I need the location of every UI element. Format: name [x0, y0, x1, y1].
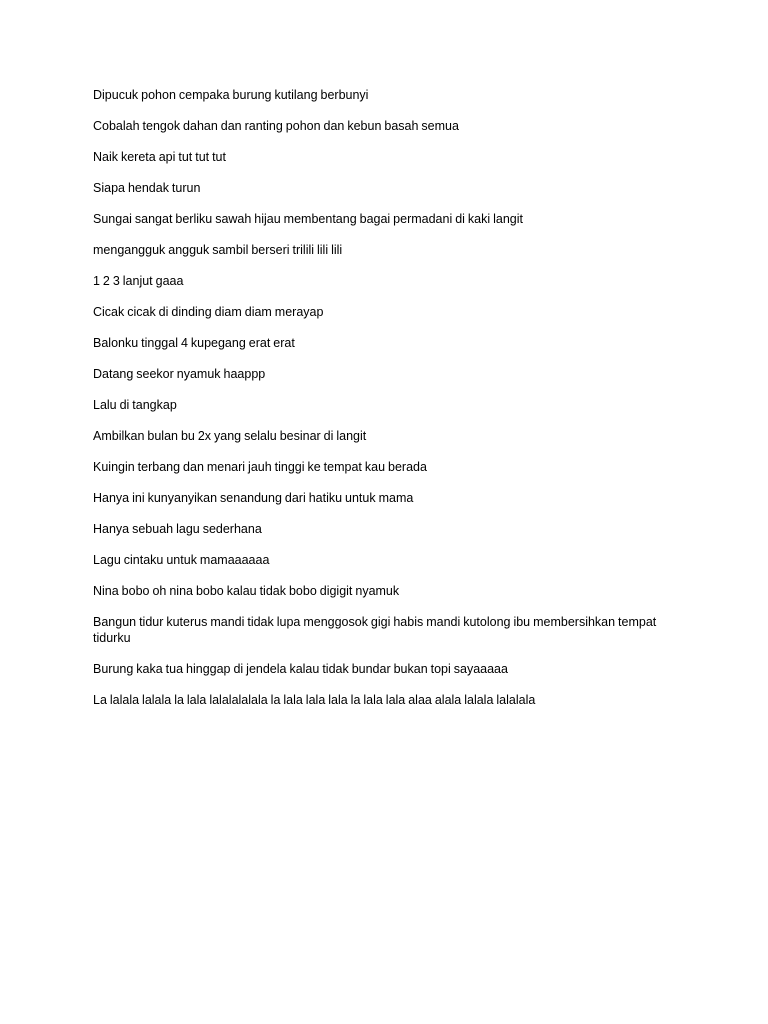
text-line: Datang seekor nyamuk haappp	[93, 367, 266, 381]
text-line: Nina bobo oh nina bobo kalau tidak bobo digigit nyamuk	[93, 584, 400, 598]
document-body	[93, 87, 693, 723]
text-line: La lalala lalala la lala lalalalalala la lala lala lala la lala lala alaa alala lalala lalalala	[93, 693, 536, 707]
text-line: Hanya ini kunyanyikan senandung dari hatiku untuk mama	[93, 491, 414, 505]
text-line: Hanya sebuah lagu sederhana	[93, 522, 262, 536]
text-line: Ambilkan bulan bu 2x yang selalu besinar di langit	[93, 429, 367, 443]
text-line: Naik kereta api tut tut tut	[93, 150, 226, 164]
text-line: Cobalah tengok dahan dan ranting pohon dan kebun basah semua	[93, 119, 459, 133]
text-line: Dipucuk pohon cempaka burung kutilang berbunyi	[93, 88, 369, 102]
text-line: Burung kaka tua hinggap di jendela kalau tidak bundar bukan topi sayaaaaa	[93, 662, 508, 676]
text-line: Cicak cicak di dinding diam diam merayap	[93, 305, 324, 319]
text-line: Lalu di tangkap	[93, 398, 177, 412]
text-line: 1 2 3 lanjut gaaa	[93, 274, 184, 288]
text-line: Kuingin terbang dan menari jauh tinggi ke tempat kau berada	[93, 460, 427, 474]
text-line: Lagu cintaku untuk mamaaaaaa	[93, 553, 270, 567]
text-line: Bangun tidur kuterus mandi tidak lupa menggosok gigi habis mandi kutolong ibu membersihkan tempat tidurku	[93, 615, 657, 645]
text-line: Sungai sangat berliku sawah hijau membentang bagai permadani di kaki langit	[93, 212, 523, 226]
text-line: Siapa hendak turun	[93, 181, 201, 195]
text-line: Balonku tinggal 4 kupegang erat erat	[93, 336, 295, 350]
text-line: mengangguk angguk sambil berseri trilili lili lili	[93, 243, 343, 257]
